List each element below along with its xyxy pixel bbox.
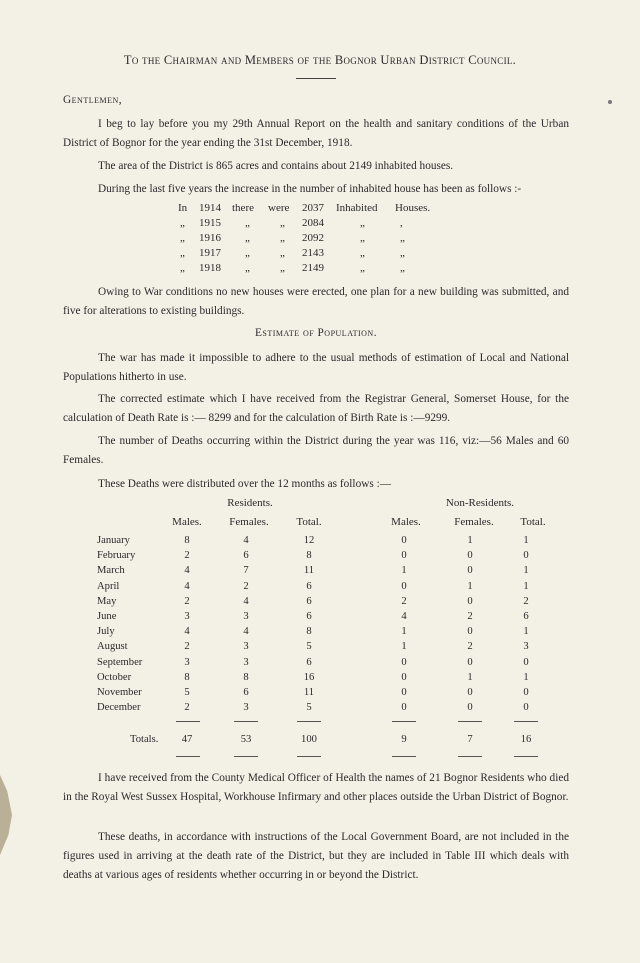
nr-col-header-total: Total. bbox=[520, 516, 546, 528]
houses-ditto: „ bbox=[360, 217, 365, 229]
houses-prefix: „ bbox=[180, 217, 185, 229]
cell-resident-males: 4 bbox=[184, 626, 190, 638]
salutation: Gentlemen, bbox=[63, 94, 123, 106]
houses-ditto: „ bbox=[245, 262, 250, 274]
deaths-row bbox=[0, 581, 640, 596]
houses-ditto: „ bbox=[280, 247, 285, 259]
cell-resident-males: 8 bbox=[184, 671, 190, 683]
cell-resident-total: 6 bbox=[306, 656, 312, 668]
cell-nonresident-total: 0 bbox=[523, 550, 529, 562]
cell-resident-total: 16 bbox=[303, 671, 315, 683]
cell-nonresident-females: 1 bbox=[467, 580, 473, 592]
cell-resident-females: 4 bbox=[243, 595, 249, 607]
non-residents-group-label: Non-Residents. bbox=[445, 497, 515, 509]
deaths-row bbox=[0, 672, 640, 687]
nr-col-header-females: Females. bbox=[454, 516, 494, 528]
houses-ditto: „ bbox=[245, 232, 250, 244]
cell-nonresident-females: 0 bbox=[467, 595, 473, 607]
cell-nonresident-males: 0 bbox=[401, 535, 407, 546]
sum-rule bbox=[392, 756, 416, 757]
houses-ditto: „ bbox=[280, 232, 285, 244]
col-header-males: Males. bbox=[172, 516, 202, 528]
cell-resident-males: 2 bbox=[184, 550, 190, 562]
paragraph-estimate bbox=[63, 390, 569, 428]
cell-nonresident-total: 1 bbox=[523, 535, 529, 546]
paragraph-intro-text: I beg to lay before you my 29th Annual Report on the health and sanitary conditions of the Urban District of Bognor for the year ending the 31st December, 1918. bbox=[63, 118, 569, 149]
paragraph-estimate-text: The corrected estimate which I have received from the Registrar General, Somerset House, for the calculation of Death Rate is :— 8299 and for the calculation of Birth Rate is :—9299. bbox=[63, 393, 569, 424]
deaths-group-header bbox=[0, 497, 640, 512]
month-label: June bbox=[97, 611, 117, 622]
sum-rule bbox=[176, 756, 200, 757]
houses-ditto: „ bbox=[400, 232, 405, 244]
cell-nonresident-total: 2 bbox=[523, 595, 529, 607]
cell-resident-total: 8 bbox=[306, 626, 312, 638]
deaths-row bbox=[0, 535, 640, 550]
houses-word: there bbox=[232, 202, 254, 214]
cell-resident-males: 2 bbox=[184, 702, 190, 714]
cell-resident-males: 4 bbox=[184, 580, 190, 592]
cell-resident-females: 3 bbox=[243, 656, 249, 668]
deaths-row bbox=[0, 687, 640, 702]
houses-prefix: In bbox=[178, 202, 188, 214]
cell-resident-females: 8 bbox=[243, 671, 249, 683]
cell-nonresident-males: 0 bbox=[401, 550, 407, 562]
deaths-column-header bbox=[0, 516, 640, 531]
houses-count: 2037 bbox=[302, 202, 324, 214]
houses-ditto: „ bbox=[245, 247, 250, 259]
cell-nonresident-males: 1 bbox=[401, 641, 407, 653]
deaths-row bbox=[0, 641, 640, 656]
cell-resident-total: 11 bbox=[303, 565, 315, 577]
totals-resident-females: 53 bbox=[240, 734, 252, 745]
houses-word: were bbox=[268, 202, 290, 214]
houses-ditto: „ bbox=[400, 247, 405, 259]
col-header-females: Females. bbox=[229, 516, 269, 528]
paragraph-deaths-text: The number of Deaths occurring within the District during the year was 116, viz:—56 Males and 60 Females. bbox=[63, 435, 569, 466]
paragraph-included bbox=[63, 828, 569, 885]
population-heading: Estimate of Population. bbox=[254, 327, 378, 339]
cell-resident-females: 4 bbox=[243, 626, 249, 638]
paragraph-county-text: I have received from the County Medical Officer of Health the names of 21 Bognor Residents who died in the Royal West Sussex Hospital, Workhouse Infirmary and other places outside the Urban District of Bognor. bbox=[63, 772, 569, 803]
cell-resident-total: 5 bbox=[306, 702, 312, 714]
cell-resident-males: 5 bbox=[184, 687, 190, 698]
month-label: July bbox=[97, 626, 115, 638]
houses-prefix: „ bbox=[180, 262, 185, 274]
paragraph-area bbox=[63, 157, 569, 176]
month-label: September bbox=[97, 656, 143, 668]
deaths-row bbox=[0, 657, 640, 672]
cell-nonresident-males: 4 bbox=[401, 611, 407, 622]
cell-resident-females: 2 bbox=[243, 580, 249, 592]
cell-resident-total: 6 bbox=[306, 611, 312, 622]
houses-ditto: „ bbox=[245, 217, 250, 229]
cell-nonresident-females: 0 bbox=[467, 656, 473, 668]
totals-resident-total: 100 bbox=[301, 734, 317, 745]
heading-rule bbox=[296, 78, 336, 79]
deaths-row bbox=[0, 702, 640, 717]
houses-word: Inhabited bbox=[336, 202, 378, 214]
cell-resident-females: 3 bbox=[243, 641, 249, 653]
totals-nonresident-total: 16 bbox=[520, 734, 532, 745]
paragraph-intro bbox=[63, 115, 569, 153]
houses-word: Houses. bbox=[395, 202, 431, 214]
sum-rule bbox=[514, 756, 538, 757]
houses-prefix: „ bbox=[180, 247, 185, 259]
cell-nonresident-males: 1 bbox=[401, 565, 407, 577]
sum-rule bbox=[234, 756, 258, 757]
totals-nonresident-females: 7 bbox=[467, 734, 473, 745]
cell-nonresident-total: 1 bbox=[523, 626, 529, 638]
sum-rule bbox=[297, 756, 321, 757]
deaths-totals-row bbox=[0, 734, 640, 749]
cell-resident-total: 8 bbox=[306, 550, 312, 562]
deaths-row bbox=[0, 596, 640, 611]
cell-nonresident-males: 0 bbox=[401, 580, 407, 592]
paragraph-war bbox=[63, 283, 569, 321]
cell-nonresident-females: 0 bbox=[467, 702, 473, 714]
cell-nonresident-total: 1 bbox=[523, 580, 529, 592]
houses-ditto: „ bbox=[360, 262, 365, 274]
cell-resident-males: 2 bbox=[184, 641, 190, 653]
col-header-total: Total. bbox=[296, 516, 322, 528]
houses-ditto: „ bbox=[360, 232, 365, 244]
sum-rule bbox=[176, 721, 200, 722]
houses-ditto: „ bbox=[400, 262, 405, 274]
paragraph-methods-text: The war has made it impossible to adhere to the usual methods of estimation of Local and National Populations hitherto in use. bbox=[63, 352, 569, 383]
deaths-row bbox=[0, 565, 640, 580]
cell-nonresident-females: 0 bbox=[467, 550, 473, 562]
cell-resident-total: 11 bbox=[303, 687, 315, 698]
houses-year: 1915 bbox=[199, 217, 221, 229]
month-label: December bbox=[97, 702, 141, 714]
month-label: October bbox=[97, 671, 132, 683]
houses-count: 2143 bbox=[302, 247, 324, 259]
month-label: April bbox=[97, 580, 120, 592]
paragraph-war-text: Owing to War conditions no new houses were erected, one plan for a new building was submitted, and five for alterations to existing buildings. bbox=[63, 286, 569, 317]
cell-nonresident-females: 0 bbox=[467, 626, 473, 638]
houses-ditto: „ bbox=[280, 217, 285, 229]
cell-nonresident-females: 1 bbox=[467, 535, 473, 546]
cell-nonresident-females: 2 bbox=[467, 611, 473, 622]
houses-count: 2149 bbox=[302, 262, 324, 274]
cell-nonresident-males: 0 bbox=[401, 656, 407, 668]
houses-ditto: , bbox=[400, 217, 403, 229]
cell-nonresident-total: 1 bbox=[523, 671, 529, 683]
houses-row bbox=[0, 202, 640, 217]
cell-resident-males: 8 bbox=[184, 535, 190, 546]
cell-nonresident-total: 3 bbox=[523, 641, 529, 653]
houses-year: 1914 bbox=[199, 202, 221, 214]
houses-year: 1918 bbox=[199, 262, 221, 274]
sum-rule bbox=[234, 721, 258, 722]
month-label: November bbox=[97, 687, 142, 698]
cell-resident-males: 2 bbox=[184, 595, 190, 607]
month-label: January bbox=[97, 535, 130, 546]
deaths-row bbox=[0, 550, 640, 565]
paragraph-increase-text: During the last five years the increase in the number of inhabited house has been as follows :- bbox=[98, 183, 522, 195]
houses-row bbox=[0, 262, 640, 277]
paragraph-deaths bbox=[63, 432, 569, 470]
cell-resident-males: 4 bbox=[184, 565, 190, 577]
paper-speck bbox=[608, 100, 612, 104]
cell-resident-females: 7 bbox=[243, 565, 249, 577]
houses-row bbox=[0, 217, 640, 232]
cell-nonresident-males: 1 bbox=[401, 626, 407, 638]
cell-nonresident-males: 0 bbox=[401, 671, 407, 683]
houses-count: 2084 bbox=[302, 217, 324, 229]
houses-year: 1917 bbox=[199, 247, 221, 259]
cell-nonresident-males: 0 bbox=[401, 687, 407, 698]
paragraph-methods bbox=[63, 349, 569, 387]
cell-nonresident-total: 0 bbox=[523, 702, 529, 714]
houses-ditto: „ bbox=[360, 247, 365, 259]
cell-resident-total: 5 bbox=[306, 641, 312, 653]
report-heading: To the Chairman and Members of the Bognor Urban District Council. bbox=[123, 53, 517, 67]
houses-count: 2092 bbox=[302, 232, 324, 244]
paragraph-distributed bbox=[63, 475, 569, 494]
totals-resident-males: 47 bbox=[181, 734, 193, 745]
cell-resident-females: 6 bbox=[243, 550, 249, 562]
cell-nonresident-total: 0 bbox=[523, 687, 529, 698]
houses-row bbox=[0, 247, 640, 262]
houses-prefix: „ bbox=[180, 232, 185, 244]
month-label: March bbox=[97, 565, 125, 577]
paragraph-included-text: These deaths, in accordance with instructions of the Local Government Board, are not included in the figures used in arriving at the death rate of the District, but they are included in Table III which deals with deaths at various ages of residents whether occurring in or beyond the District. bbox=[63, 831, 569, 881]
sum-rule bbox=[458, 756, 482, 757]
month-label: May bbox=[97, 595, 117, 607]
cell-nonresident-males: 2 bbox=[401, 595, 407, 607]
cell-resident-males: 3 bbox=[184, 656, 190, 668]
cell-nonresident-females: 2 bbox=[467, 641, 473, 653]
deaths-row bbox=[0, 611, 640, 626]
cell-resident-females: 3 bbox=[243, 702, 249, 714]
cell-resident-males: 3 bbox=[184, 611, 190, 622]
month-label: August bbox=[97, 641, 128, 653]
cell-nonresident-males: 0 bbox=[401, 702, 407, 714]
houses-year: 1916 bbox=[199, 232, 221, 244]
sum-rule bbox=[514, 721, 538, 722]
cell-resident-total: 6 bbox=[306, 595, 312, 607]
paragraph-distributed-text: These Deaths were distributed over the 12 months as follows :— bbox=[98, 478, 392, 490]
cell-resident-females: 3 bbox=[243, 611, 249, 622]
sum-rule bbox=[297, 721, 321, 722]
residents-group-label: Residents. bbox=[227, 497, 273, 509]
sum-rule bbox=[458, 721, 482, 722]
totals-nonresident-males: 9 bbox=[401, 734, 407, 745]
cell-nonresident-total: 0 bbox=[523, 656, 529, 668]
paragraph-increase bbox=[63, 180, 569, 199]
cell-nonresident-total: 6 bbox=[523, 611, 529, 622]
totals-label: Totals. bbox=[130, 734, 159, 745]
cell-nonresident-females: 1 bbox=[467, 671, 473, 683]
deaths-row bbox=[0, 626, 640, 641]
cell-resident-females: 6 bbox=[243, 687, 249, 698]
cell-nonresident-total: 1 bbox=[523, 565, 529, 577]
houses-ditto: „ bbox=[280, 262, 285, 274]
nr-col-header-males: Males. bbox=[391, 516, 421, 528]
cell-nonresident-females: 0 bbox=[467, 565, 473, 577]
sum-rule bbox=[392, 721, 416, 722]
paragraph-county bbox=[63, 769, 569, 807]
cell-resident-total: 6 bbox=[306, 580, 312, 592]
houses-row bbox=[0, 232, 640, 247]
cell-resident-total: 12 bbox=[303, 535, 315, 546]
paragraph-area-text: The area of the District is 865 acres and contains about 2149 inhabited houses. bbox=[98, 160, 454, 172]
page-edge-stain bbox=[0, 775, 12, 855]
cell-resident-females: 4 bbox=[243, 535, 249, 546]
month-label: February bbox=[97, 550, 136, 562]
cell-nonresident-females: 0 bbox=[467, 687, 473, 698]
